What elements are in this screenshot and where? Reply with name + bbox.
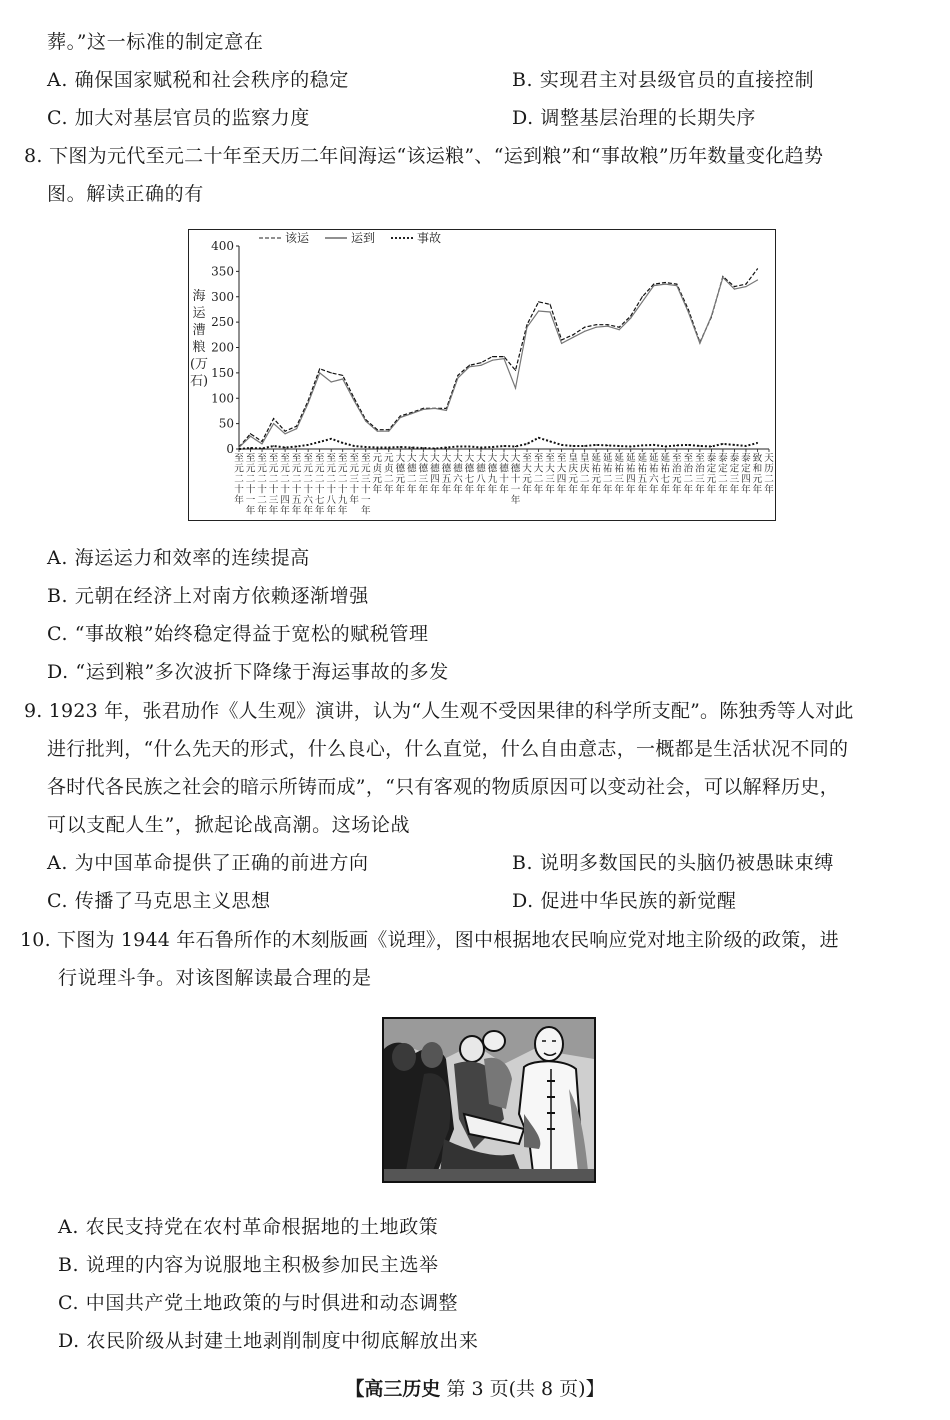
q10-option-b: B. 说理的内容为说服地主积极参加民主选举 xyxy=(58,1254,439,1276)
x-tick-label: 大德八年 xyxy=(476,453,486,496)
data-point-运到 xyxy=(434,408,435,409)
data-point-事故 xyxy=(342,442,343,443)
data-point-事故 xyxy=(284,447,285,448)
data-point-事故 xyxy=(642,445,643,446)
x-tick-label: 至元二十二年 xyxy=(257,453,267,517)
data-point-事故 xyxy=(711,446,712,447)
data-point-事故 xyxy=(250,447,251,448)
y-tick-label: 0 xyxy=(226,442,234,456)
data-point-运到 xyxy=(734,289,735,290)
x-tick-label: 大德二年 xyxy=(407,453,417,496)
woodcut-print-image xyxy=(382,1017,596,1183)
q10-option-a: A. 农民支持党在农村革命根据地的土地政策 xyxy=(58,1216,439,1238)
data-point-事故 xyxy=(584,445,585,446)
data-point-运到 xyxy=(457,377,458,378)
data-point-该运 xyxy=(261,441,262,442)
data-point-事故 xyxy=(457,446,458,447)
x-tick-label: 延祐六年 xyxy=(648,453,659,496)
data-point-事故 xyxy=(722,443,723,444)
data-point-运到 xyxy=(400,417,401,418)
data-point-运到 xyxy=(354,400,355,401)
data-point-事故 xyxy=(688,444,689,445)
x-tick-label: 大德七年 xyxy=(464,453,475,496)
data-point-运到 xyxy=(688,311,689,312)
data-point-运到 xyxy=(619,329,620,330)
data-point-运到 xyxy=(261,443,262,444)
x-tick-label: 至元三十一年 xyxy=(360,453,371,517)
q8-stem-line2: 图。解读正确的有 xyxy=(47,183,204,205)
q9-stem-line3: 各时代各民族之社会的暗示所铸而成”，“只有客观的物质原因可以变动社会，可以解释历史， xyxy=(47,776,840,798)
series-line-运到 xyxy=(239,278,758,448)
x-tick-label: 至元二十三年 xyxy=(268,453,279,517)
data-point-事故 xyxy=(480,447,481,448)
data-point-该运 xyxy=(573,334,574,335)
legend-label: 该运 xyxy=(285,231,310,245)
x-tick-label: 致和元年 xyxy=(752,453,763,496)
data-point-该运 xyxy=(734,286,735,287)
q10-option-c: C. 中国共产党土地政策的与时俱进和动态调整 xyxy=(58,1292,459,1314)
data-point-运到 xyxy=(284,433,285,434)
data-point-该运 xyxy=(665,282,666,283)
q9-option-b: B. 说明多数国民的头脑仍被愚昧束缚 xyxy=(512,852,834,874)
data-point-该运 xyxy=(457,375,458,376)
q10-stem-line2: 行说理斗争。对该图解读最合理的是 xyxy=(58,967,372,989)
data-point-运到 xyxy=(561,343,562,344)
series-line-事故 xyxy=(239,438,758,449)
x-tick-label: 延祐四年 xyxy=(625,453,636,496)
data-point-运到 xyxy=(596,327,597,328)
data-point-事故 xyxy=(665,446,666,447)
x-tick-label: 大德元年 xyxy=(395,453,406,496)
data-point-运到 xyxy=(296,428,297,429)
y-axis-label-char: 海 xyxy=(192,289,206,304)
q10-option-d: D. 农民阶级从封建土地剥削制度中彻底解放出来 xyxy=(58,1330,479,1352)
data-point-该运 xyxy=(607,324,608,325)
data-point-该运 xyxy=(284,431,285,432)
x-tick-label: 至治元年 xyxy=(672,453,682,496)
data-point-该运 xyxy=(549,304,550,305)
data-point-运到 xyxy=(238,447,239,448)
data-point-运到 xyxy=(630,317,631,318)
data-point-事故 xyxy=(699,445,700,446)
y-tick-label: 350 xyxy=(211,264,234,279)
data-point-运到 xyxy=(584,331,585,332)
data-point-运到 xyxy=(273,423,274,424)
data-point-运到 xyxy=(446,410,447,411)
data-point-该运 xyxy=(619,327,620,328)
data-point-该运 xyxy=(400,415,401,416)
data-point-运到 xyxy=(653,285,654,286)
sea-transport-grain-chart xyxy=(188,229,776,521)
x-tick-label: 延祐元年 xyxy=(591,453,601,496)
x-tick-label: 大德九年 xyxy=(487,453,498,496)
x-tick-label: 皇庆二年 xyxy=(579,453,590,496)
q8-option-a: A. 海运运力和效率的连续提高 xyxy=(47,547,310,569)
data-point-该运 xyxy=(250,433,251,434)
footer-page-number: 第 3 页(共 8 页)】 xyxy=(446,1378,605,1400)
data-point-事故 xyxy=(596,444,597,445)
x-tick-label: 泰定四年 xyxy=(741,453,751,496)
data-point-事故 xyxy=(331,438,332,439)
x-tick-label: 延祐七年 xyxy=(660,453,671,496)
y-tick-label: 150 xyxy=(211,365,234,380)
data-point-事故 xyxy=(469,446,470,447)
q8-option-c: C. “事故粮”始终稳定得益于宽松的赋税管理 xyxy=(47,623,429,645)
data-point-运到 xyxy=(331,381,332,382)
data-point-该运 xyxy=(273,418,274,419)
data-point-事故 xyxy=(377,447,378,448)
x-tick-label: 至元二十年 xyxy=(234,453,244,506)
x-tick-label: 至元三十年 xyxy=(349,453,360,506)
data-point-事故 xyxy=(365,446,366,447)
x-tick-label: 至大元年 xyxy=(522,453,532,496)
data-point-运到 xyxy=(365,420,366,421)
x-tick-label: 大德十一年 xyxy=(510,453,521,506)
data-point-运到 xyxy=(503,358,504,359)
x-tick-label: 至大四年 xyxy=(556,453,567,496)
data-point-运到 xyxy=(480,365,481,366)
data-point-事故 xyxy=(538,437,539,438)
data-point-运到 xyxy=(676,285,677,286)
y-axis-label-char: 石) xyxy=(189,374,209,389)
data-point-事故 xyxy=(515,446,516,447)
x-tick-label: 天历二年 xyxy=(764,453,774,496)
data-point-运到 xyxy=(492,360,493,361)
data-point-事故 xyxy=(261,448,262,449)
data-point-运到 xyxy=(573,337,574,338)
data-point-运到 xyxy=(757,279,758,280)
x-tick-label: 至大二年 xyxy=(533,453,544,496)
q8-option-d: D. “运到粮”多次波折下降缘于海运事故的多发 xyxy=(47,661,449,683)
x-tick-label: 大德五年 xyxy=(441,453,452,496)
data-point-事故 xyxy=(411,447,412,448)
x-tick-label: 大德十年 xyxy=(499,453,509,496)
data-point-该运 xyxy=(676,283,677,284)
y-tick-label: 50 xyxy=(218,416,234,431)
x-tick-label: 至元二十八年 xyxy=(326,453,336,517)
data-point-事故 xyxy=(492,446,493,447)
data-point-运到 xyxy=(607,326,608,327)
data-point-该运 xyxy=(342,375,343,376)
data-point-事故 xyxy=(573,445,574,446)
data-point-运到 xyxy=(342,378,343,379)
legend-label: 事故 xyxy=(417,231,442,245)
data-point-运到 xyxy=(711,315,712,316)
data-point-事故 xyxy=(423,447,424,448)
x-tick-label: 至元二十一年 xyxy=(245,453,256,517)
q9-stem-line4: 可以支配人生”，掀起论战高潮。这场论战 xyxy=(47,814,411,836)
x-tick-label: 泰定二年 xyxy=(718,453,728,496)
x-tick-label: 大德四年 xyxy=(430,453,440,496)
data-point-该运 xyxy=(745,283,746,284)
x-tick-label: 延祐五年 xyxy=(637,453,648,496)
data-point-事故 xyxy=(607,445,608,446)
data-point-事故 xyxy=(400,446,401,447)
data-point-事故 xyxy=(446,447,447,448)
data-point-事故 xyxy=(549,441,550,442)
data-point-该运 xyxy=(642,296,643,297)
data-point-事故 xyxy=(354,445,355,446)
data-point-运到 xyxy=(549,311,550,312)
data-point-事故 xyxy=(734,444,735,445)
q8-stem-line1: 8. 下图为元代至元二十年至天历二年间海运“该运粮”、“运到粮”和“事故粮”历年数量变化趋势 xyxy=(24,145,824,167)
q7-option-a: A. 确保国家赋税和社会秩序的稳定 xyxy=(47,69,350,91)
q10-stem-line1: 10. 下图为 1944 年石鲁所作的木刻版画《说理》，图中根据地农民响应党对地主阶级的政策，进 xyxy=(20,929,839,951)
data-point-运到 xyxy=(250,436,251,437)
data-point-事故 xyxy=(561,444,562,445)
data-point-事故 xyxy=(388,447,389,448)
q9-option-d: D. 促进中华民族的新觉醒 xyxy=(512,890,737,912)
data-point-运到 xyxy=(388,431,389,432)
data-point-事故 xyxy=(273,445,274,446)
legend-label: 运到 xyxy=(351,231,376,245)
data-point-运到 xyxy=(515,388,516,389)
q9-option-a: A. 为中国革命提供了正确的前进方向 xyxy=(47,852,369,874)
x-tick-label: 大德六年 xyxy=(453,453,463,496)
series-line-该运 xyxy=(239,269,758,447)
data-point-事故 xyxy=(619,445,620,446)
data-point-运到 xyxy=(665,283,666,284)
y-tick-label: 400 xyxy=(211,239,234,253)
data-point-事故 xyxy=(676,445,677,446)
y-tick-label: 250 xyxy=(211,315,234,330)
x-tick-label: 延祐三年 xyxy=(614,453,625,496)
data-point-运到 xyxy=(308,403,309,404)
data-point-事故 xyxy=(757,442,758,443)
q7-option-c: C. 加大对基层官员的监察力度 xyxy=(47,107,310,129)
x-tick-label: 皇庆元年 xyxy=(568,453,578,496)
data-point-该运 xyxy=(492,356,493,357)
woodcut-illustration xyxy=(384,1019,594,1181)
data-point-该运 xyxy=(653,283,654,284)
data-point-该运 xyxy=(538,301,539,302)
data-point-该运 xyxy=(469,365,470,366)
y-tick-label: 100 xyxy=(211,391,234,406)
data-point-该运 xyxy=(354,398,355,399)
data-point-该运 xyxy=(515,370,516,371)
q9-option-c: C. 传播了马克思主义思想 xyxy=(47,890,271,912)
x-tick-label: 至元二十五年 xyxy=(291,453,302,517)
x-tick-label: 至元二十九年 xyxy=(337,453,348,517)
data-point-事故 xyxy=(526,443,527,444)
data-point-该运 xyxy=(596,324,597,325)
chart-canvas xyxy=(189,230,777,522)
x-tick-label: 至大三年 xyxy=(545,453,555,496)
data-point-事故 xyxy=(630,446,631,447)
data-point-事故 xyxy=(434,448,435,449)
data-point-该运 xyxy=(526,324,527,325)
data-point-运到 xyxy=(377,431,378,432)
data-point-运到 xyxy=(538,310,539,311)
data-point-该运 xyxy=(331,372,332,373)
data-point-运到 xyxy=(469,366,470,367)
data-point-事故 xyxy=(296,446,297,447)
q9-stem-line1: 9. 1923 年，张君劢作《人生观》演讲，认为“人生观不受因果律的科学所支配”。陈独秀等人对此 xyxy=(24,700,854,722)
x-tick-label: 元贞二年 xyxy=(383,453,394,496)
data-point-事故 xyxy=(653,444,654,445)
x-tick-label: 至元二十四年 xyxy=(280,453,290,517)
x-tick-label: 至治二年 xyxy=(683,453,694,496)
data-point-该运 xyxy=(480,362,481,363)
data-point-运到 xyxy=(699,343,700,344)
q7-stem-continuation: 葬。”这一标准的制定意在 xyxy=(47,31,264,53)
data-point-该运 xyxy=(584,327,585,328)
page-footer xyxy=(0,1376,950,1402)
data-point-该运 xyxy=(503,356,504,357)
y-axis-label-char: 漕 xyxy=(192,323,206,338)
q7-option-d: D. 调整基层治理的长期失序 xyxy=(512,107,757,129)
data-point-运到 xyxy=(722,277,723,278)
x-tick-label: 至元二十七年 xyxy=(314,453,325,517)
x-tick-label: 大德三年 xyxy=(418,453,429,496)
x-tick-label: 至治三年 xyxy=(695,453,705,496)
q9-stem-line2: 进行批判，“什么先天的形式，什么良心，什么直觉，什么自由意志，一概都是生活状况不同的 xyxy=(47,738,849,760)
y-tick-label: 300 xyxy=(211,289,234,304)
data-point-运到 xyxy=(411,413,412,414)
y-axis-label-char: 粮 xyxy=(192,340,206,355)
data-point-运到 xyxy=(745,286,746,287)
data-point-运到 xyxy=(319,372,320,373)
y-axis-label-char: 运 xyxy=(192,306,206,321)
x-tick-label: 泰定元年 xyxy=(706,453,717,496)
x-tick-label: 至元二十六年 xyxy=(303,453,313,517)
data-point-事故 xyxy=(319,441,320,442)
data-point-该运 xyxy=(319,368,320,369)
q8-option-b: B. 元朝在经济上对南方依赖逐渐增强 xyxy=(47,585,369,607)
q7-option-b: B. 实现君主对县级官员的直接控制 xyxy=(512,69,815,91)
data-point-该运 xyxy=(757,268,758,269)
data-point-事故 xyxy=(745,445,746,446)
data-point-运到 xyxy=(526,327,527,328)
y-tick-label: 200 xyxy=(211,340,234,355)
data-point-事故 xyxy=(503,445,504,446)
x-tick-label: 泰定三年 xyxy=(729,453,740,496)
data-point-运到 xyxy=(423,409,424,410)
data-point-该运 xyxy=(561,339,562,340)
x-tick-label: 延祐二年 xyxy=(602,453,613,496)
x-tick-label: 元贞元年 xyxy=(372,453,383,496)
footer-subject: 【高三历史 xyxy=(345,1378,441,1400)
y-axis-label-char: (万 xyxy=(189,357,209,372)
data-point-运到 xyxy=(642,301,643,302)
data-point-事故 xyxy=(308,444,309,445)
